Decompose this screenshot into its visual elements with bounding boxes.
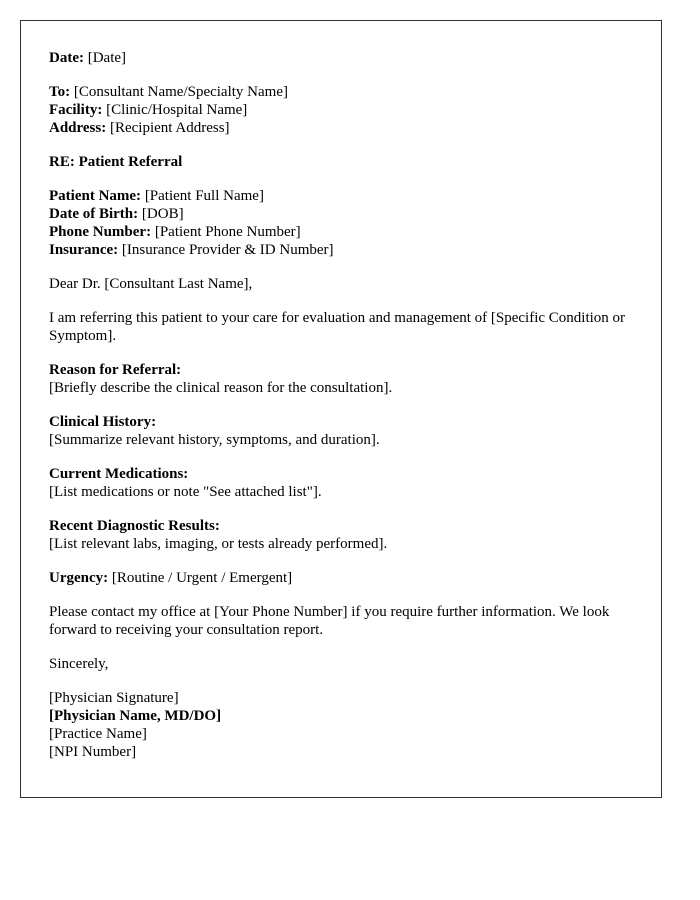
urgency-value: [Routine / Urgent / Emergent] (111, 570, 293, 586)
section-diagnostics (49, 517, 633, 553)
section-body: [List medications or note "See attached list"]. (49, 484, 322, 500)
patient-block (49, 187, 633, 259)
dob-value: [DOB] (141, 206, 184, 222)
phone-value: [Patient Phone Number] (154, 224, 301, 240)
urgency-label: Urgency: (49, 570, 109, 586)
section-heading: Recent Diagnostic Results: (49, 518, 220, 534)
section-history (49, 413, 633, 449)
patient-name-value: [Patient Full Name] (144, 188, 264, 204)
salutation: Dear Dr. [Consultant Last Name], (49, 276, 253, 292)
physician-signature: [Physician Signature] (49, 690, 179, 706)
dob-label: Date of Birth: (49, 206, 139, 222)
insurance-label: Insurance: (49, 242, 119, 258)
npi-number: [NPI Number] (49, 744, 137, 760)
date-line (49, 49, 633, 67)
section-heading: Current Medications: (49, 466, 189, 482)
to-label: To: (49, 84, 71, 100)
to-value: [Consultant Name/Specialty Name] (73, 84, 288, 100)
intro-paragraph: I am referring this patient to your care for evaluation and management of [Specific Condition or Symptom]. (49, 310, 626, 344)
facility-label: Facility: (49, 102, 103, 118)
section-heading: Clinical History: (49, 414, 157, 430)
facility-value: [Clinic/Hospital Name] (106, 102, 248, 118)
section-body: [Summarize relevant history, symptoms, and duration]. (49, 432, 380, 448)
patient-name-label: Patient Name: (49, 188, 142, 204)
signature-block (49, 689, 633, 761)
date-label: Date: (49, 50, 84, 66)
insurance-value: [Insurance Provider & ID Number] (121, 242, 334, 258)
section-body: [Briefly describe the clinical reason for the consultation]. (49, 380, 393, 396)
address-value: [Recipient Address] (109, 120, 230, 136)
address-label: Address: (49, 120, 107, 136)
referral-letter (20, 20, 662, 798)
date-value: [Date] (87, 50, 127, 66)
recipient-block (49, 83, 633, 137)
closing-paragraph: Please contact my office at [Your Phone Number] if you require further information. We look forward to receiving your consultation report. (49, 604, 610, 638)
physician-name: [Physician Name, MD/DO] (49, 708, 222, 724)
section-heading: Reason for Referral: (49, 362, 182, 378)
section-reason (49, 361, 633, 397)
section-body: [List relevant labs, imaging, or tests already performed]. (49, 536, 388, 552)
subject-line: RE: Patient Referral (49, 154, 183, 170)
section-medications (49, 465, 633, 501)
signoff: Sincerely, (49, 656, 109, 672)
practice-name: [Practice Name] (49, 726, 147, 742)
phone-label: Phone Number: (49, 224, 152, 240)
urgency-line (49, 569, 633, 587)
